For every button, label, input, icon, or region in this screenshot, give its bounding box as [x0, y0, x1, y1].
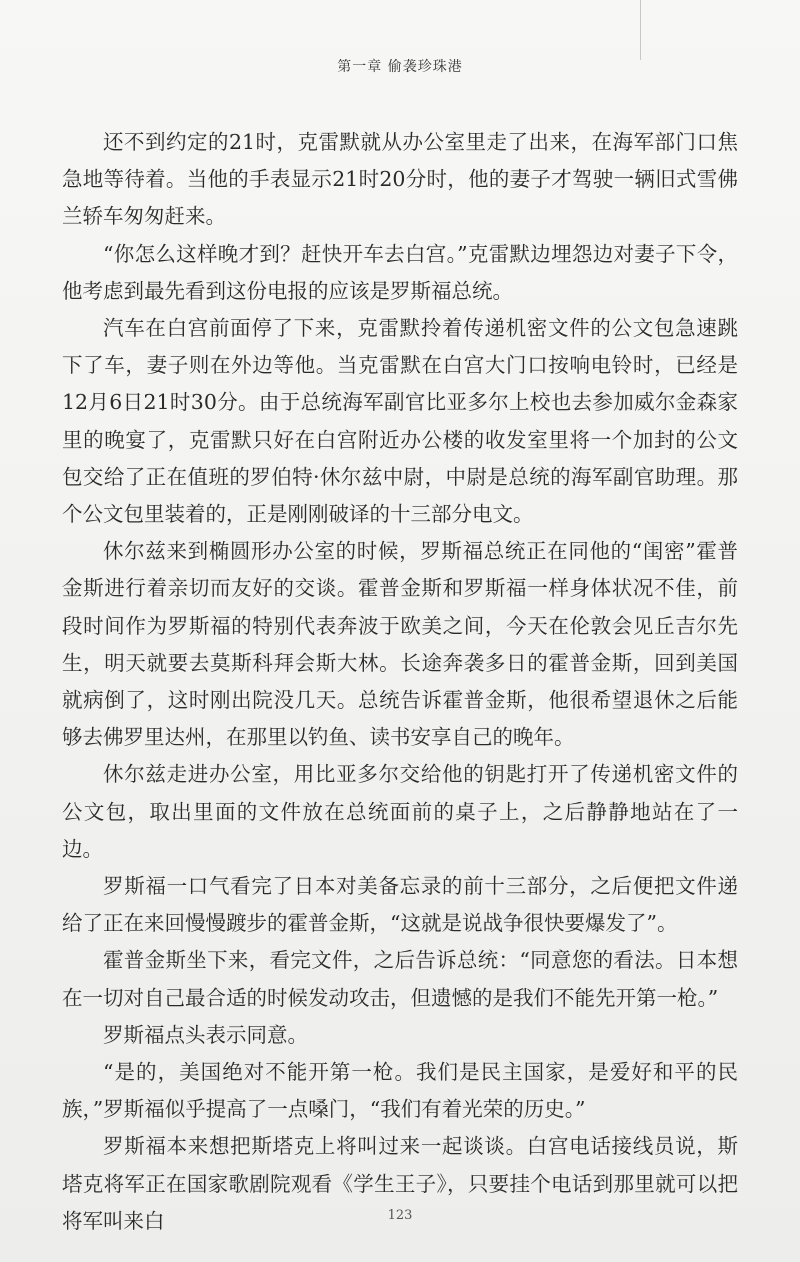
page-number: 123 — [387, 1208, 413, 1223]
paragraph-4: 休尔兹来到椭圆形办公室的时候，罗斯福总统正在同他的“闺密”霍普金斯进行着亲切而友好的交谈。霍普金斯和罗斯福一样身体状况不佳，前段时间作为罗斯福的特别代表奔波于欧美之间，今天在伦敦会见丘吉尔先生，明天就要去莫斯科拜会斯大林。长途奔袭多日的霍普金斯，回到美国就病倒了，这时刚出院没几天。总统告诉霍普金斯，他很希望退休之后能够去佛罗里达州，在那里以钓鱼、读书安享自己的晚年。 — [62, 539, 738, 750]
paragraph-9: “是的，美国绝对不能开第一枪。我们是民主国家，是爱好和平的民族，”罗斯福似乎提高了一点嗓门，“我们有着光荣的历史。” — [62, 1060, 738, 1122]
paragraph-10: 罗斯福本来想把斯塔克上将叫过来一起谈谈。白宫电话接线员说，斯塔克将军正在国家歌剧院观看《学生王子》，只要挂个电话到那里就可以把将军叫来白 — [62, 1134, 738, 1233]
paragraph-2: “你怎么这样晚才到？赶快开车去白宫。”克雷默边埋怨边对妻子下令，他考虑到最先看到这份电报的应该是罗斯福总统。 — [62, 241, 738, 303]
paragraph-1: 还不到约定的21时，克雷默就从办公室里走了出来，在海军部门口焦急地等待着。当他的手表显示21时20分时，他的妻子才驾驶一辆旧式雪佛兰轿车匆匆赶来。 — [62, 130, 738, 229]
scan-artifact — [640, 0, 641, 60]
paragraph-5: 休尔兹走进办公室，用比亚多尔交给他的钥匙打开了传递机密文件的公文包，取出里面的文件放在总统面前的桌子上，之后静静地站在了一边。 — [62, 762, 738, 861]
paragraph-6: 罗斯福一口气看完了日本对美备忘录的前十三部分，之后便把文件递给了正在来回慢慢踱步的霍普金斯，“这就是说战争很快要爆发了”。 — [62, 874, 738, 936]
paragraph-7: 霍普金斯坐下来，看完文件，之后告诉总统：“同意您的看法。日本想在一切对自己最合适的时候发动攻击，但遗憾的是我们不能先开第一枪。” — [62, 948, 738, 1010]
paragraph-8: 罗斯福点头表示同意。 — [103, 1022, 308, 1047]
running-header: 第一章 偷袭珍珠港 — [337, 59, 463, 75]
body-text — [62, 124, 738, 1240]
paragraph-3: 汽车在白宫前面停了下来，克雷默拎着传递机密文件的公文包急速跳下了车，妻子则在外边等他。当克雷默在白宫大门口按响电铃时，已经是12月6日21时30分。由于总统海军副官比亚多尔上校也去参加威尔金森家里的晚宴了，克雷默只好在白宫附近办公楼的收发室里将一个加封的公文包交给了正在值班的罗伯特·休尔兹中尉，中尉是总统的海军副官助理。那个公文包里装着的，正是刚刚破译的十三部分电文。 — [62, 316, 738, 527]
